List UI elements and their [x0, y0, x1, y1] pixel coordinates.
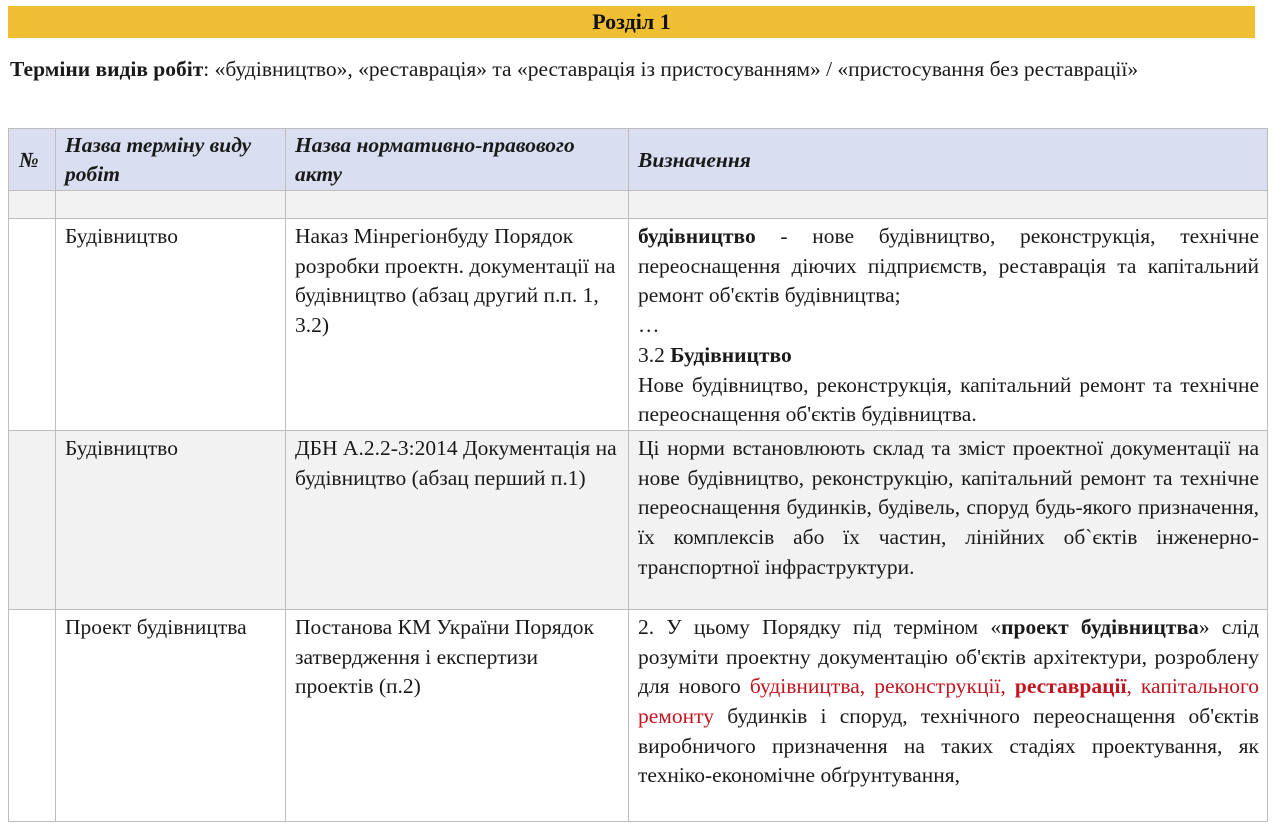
clause-title: Будівництво — [670, 342, 792, 367]
highlighted-term: реставрації — [1014, 674, 1127, 699]
cell-num — [9, 219, 56, 431]
clause-text: Нове будівництво, реконструкція, капітальний ремонт та технічне переоснащення об'єктів будівництва. — [638, 372, 1259, 427]
cell-num — [9, 609, 56, 821]
cell-act: Наказ Мінрегіонбуду Порядок розробки проектн. документації на будівництво (абзац другий п.п. 1, 3.2) — [286, 219, 629, 431]
definition-text: Ці норми встановлюють склад та зміст проектної документації на нове будівництво, реконструкцію, капітальний ремонт та технічне переоснащення будинків, будівель, споруд будь-якого призначення, їх комплексів або їх частин, лінійних об`єктів інженерно-транспортної інфраструктури. — [638, 435, 1259, 579]
header-num: № — [9, 129, 56, 191]
definition-text: » слід розуміти проектну документацію об'єктів архітектури, розроблену для нового — [638, 614, 1259, 699]
cell-act: ДБН А.2.2-3:2014 Документація на будівництво (абзац перший п.1) — [286, 430, 629, 609]
cell-definition — [629, 609, 1268, 821]
table-row — [9, 219, 1268, 431]
table-spacer-row — [9, 191, 1268, 219]
highlighted-text: будівництва, реконструкції, — [749, 674, 1015, 699]
definition-term: будівництво — [638, 224, 756, 248]
clause-number: 3.2 — [638, 342, 671, 367]
definition-text: - нове будівництво, реконструкція, технічне переоснащення діючих підприємств, реставрація та капітальний ремонт об'єктів будівництва; — [638, 224, 1259, 308]
definition-text: будинків і споруд, технічного переоснащення об'єктів виробничого призначення на таких стадіях проектування, як техніко-економічне обґрунтування, — [638, 704, 1259, 788]
cell-term: Будівництво — [56, 219, 286, 431]
table-header-row — [9, 129, 1268, 191]
terms-table — [8, 128, 1268, 822]
header-act: Назва нормативно-правового акту — [286, 129, 629, 191]
table-row — [9, 430, 1268, 609]
cell-num — [9, 430, 56, 609]
ellipsis: … — [638, 313, 660, 338]
definition-term: проект будівництва — [1001, 614, 1199, 639]
highlighted-text: , капітального ремонту — [638, 674, 1260, 729]
spacer-cell — [9, 191, 56, 219]
section-subtitle — [10, 53, 1255, 85]
spacer-cell — [629, 191, 1268, 219]
cell-term: Проект будівництва — [56, 609, 286, 821]
subtitle-label: Терміни видів робіт — [10, 57, 204, 81]
cell-definition — [629, 430, 1268, 609]
table-row — [9, 609, 1268, 821]
cell-definition — [629, 219, 1268, 431]
spacer-cell — [56, 191, 286, 219]
subtitle-text: : «будівництво», «реставрація» та «реставрація із пристосуванням» / «пристосування без реставрації» — [203, 57, 1139, 81]
cell-term: Будівництво — [56, 430, 286, 609]
cell-act: Постанова КМ України Порядок затвердження і експертизи проектів (п.2) — [286, 609, 629, 821]
section-title: Розділ 1 — [592, 9, 671, 34]
spacer-cell — [286, 191, 629, 219]
header-term: Назва терміну виду робіт — [56, 129, 286, 191]
definition-text: 2. У цьому Порядку під терміном « — [638, 614, 1002, 639]
section-title-bar — [8, 6, 1255, 38]
header-definition: Визначення — [629, 129, 1268, 191]
